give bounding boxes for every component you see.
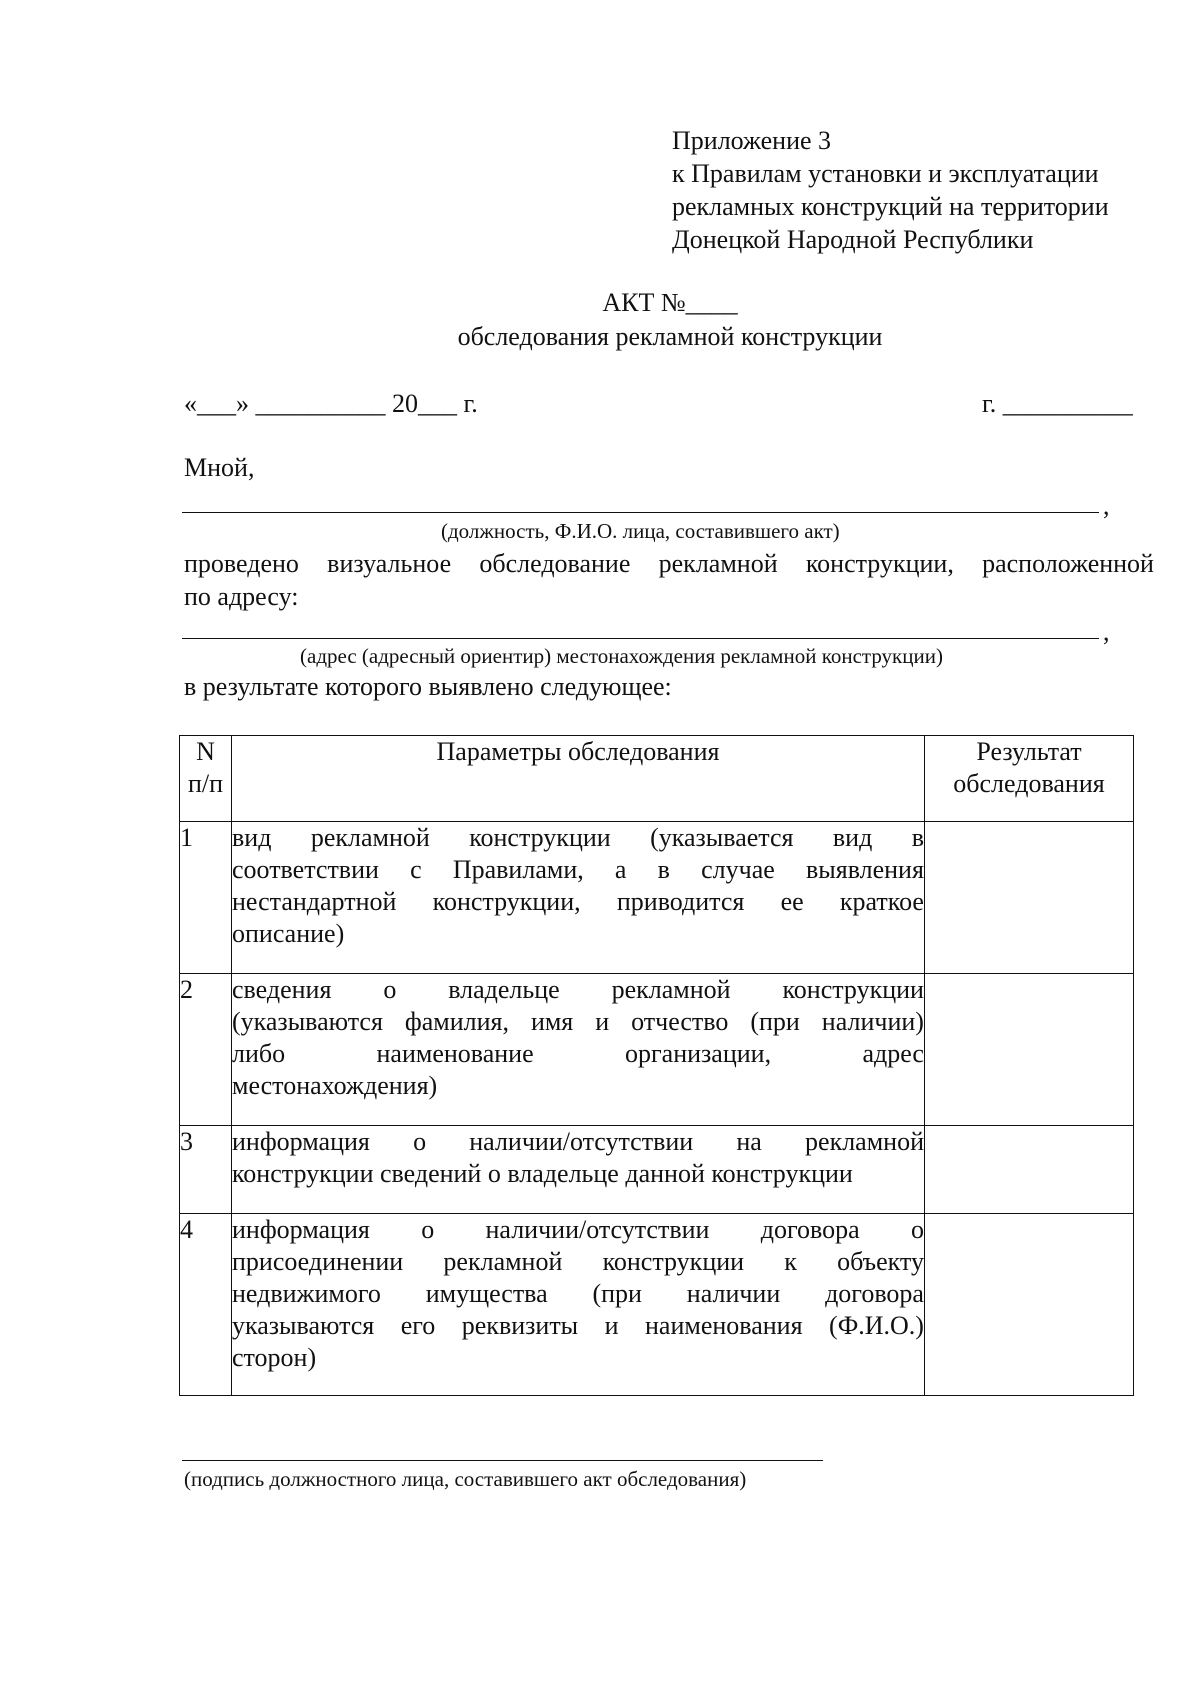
- row-result: [925, 1126, 1134, 1214]
- header-params: Параметры обследования: [232, 736, 925, 822]
- official-blank-line: [182, 512, 1099, 513]
- comma: ,: [1103, 491, 1110, 520]
- row-parameter: сведения о владельце рекламной конструкции (указываются фамилия, имя и отчество (при наличии) либо наименование организации, адрес местонахождения): [232, 974, 925, 1126]
- row-result: [925, 822, 1134, 974]
- inspection-sentence: проведено визуальное обследование рекламной конструкции, расположенной: [184, 549, 1154, 578]
- inspection-table: [179, 735, 1134, 1396]
- signature-caption: (подпись должностного лица, составившего акт обследования): [184, 1467, 747, 1491]
- row-number: 1: [180, 822, 232, 974]
- table-row: [180, 1214, 1134, 1396]
- header-number: N п/п: [180, 736, 232, 822]
- address-caption: (адрес (адресный ориентир) местонахождения рекламной конструкции): [300, 644, 943, 668]
- act-title: АКТ №____: [602, 288, 738, 317]
- table-row: [180, 1126, 1134, 1214]
- appendix-line: к Правилам установки и эксплуатации: [672, 159, 1099, 188]
- result-intro: в результате которого выявлено следующее:: [184, 672, 672, 701]
- table-row: [180, 974, 1134, 1126]
- row-number: 3: [180, 1126, 232, 1214]
- city-field: г. __________: [982, 389, 1133, 418]
- header-result: Результат обследования: [925, 736, 1134, 822]
- comma: ,: [1103, 617, 1110, 646]
- row-result: [925, 1214, 1134, 1396]
- row-number: 4: [180, 1214, 232, 1396]
- address-label: по адресу:: [184, 582, 299, 611]
- signature-line: [182, 1460, 823, 1461]
- date-field: «___» __________ 20___ г.: [184, 389, 478, 418]
- act-subtitle: обследования рекламной конструкции: [457, 322, 883, 351]
- row-parameter: информация о наличии/отсутствии договора о присоединении рекламной конструкции к объекту недвижимого имущества (при наличии договора указываются его реквизиты и наименования (Ф.И.О.) сторон): [232, 1214, 925, 1396]
- official-caption: (должность, Ф.И.О. лица, составившего акт): [441, 519, 840, 543]
- row-parameter: информация о наличии/отсутствии на рекламной конструкции сведений о владельце данной конструкции: [232, 1126, 925, 1214]
- by-me-label: Мной,: [184, 453, 255, 482]
- appendix-line: рекламных конструкций на территории: [672, 192, 1109, 221]
- table-row: [180, 822, 1134, 974]
- appendix-line: Донецкой Народной Республики: [672, 225, 1034, 254]
- row-result: [925, 974, 1134, 1126]
- appendix-block: [672, 124, 1109, 256]
- address-blank-line: [182, 638, 1099, 639]
- appendix-line: Приложение 3: [672, 126, 832, 155]
- row-number: 2: [180, 974, 232, 1126]
- row-parameter: вид рекламной конструкции (указывается вид в соответствии с Правилами, а в случае выявления нестандартной конструкции, приводится ее краткое описание): [232, 822, 925, 974]
- table-header-row: [180, 736, 1134, 822]
